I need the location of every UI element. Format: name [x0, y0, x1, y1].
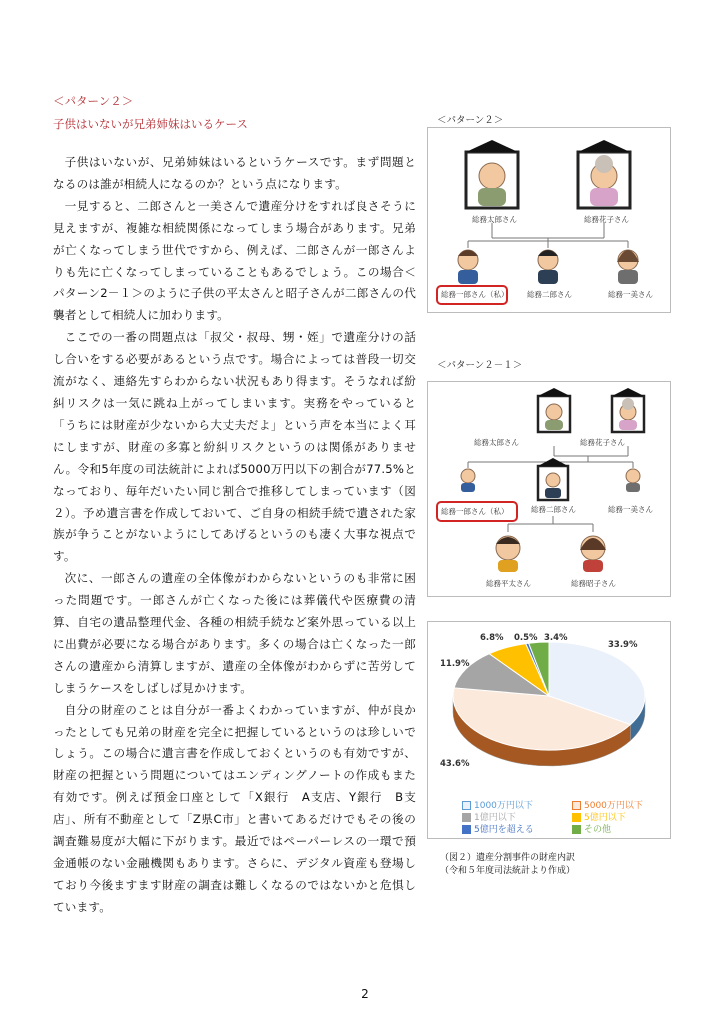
mother-portrait-icon	[578, 140, 630, 208]
jiro-name: 総務二郎さん	[531, 505, 576, 514]
father-portrait-icon	[466, 140, 518, 208]
caption-line-2: （令和５年度司法統計より作成）	[440, 866, 576, 876]
akiko-name: 総務昭子さん	[571, 579, 616, 588]
paragraph: 子供はいないが、兄弟姉妹はいるというケースです。まず問題となるのは誰が相続人になるのか？という点になります。	[53, 155, 416, 191]
figure2-label: ＜パターン２－１＞	[437, 360, 523, 371]
ichiro-icon	[458, 250, 478, 284]
section-subtitle: 子供はいないが兄弟姉妹はいるケース	[53, 117, 248, 131]
legend-swatch	[572, 825, 581, 834]
pie-value-label: 6.8%	[480, 633, 504, 643]
ichiro-name: 総務一郎さん（私）	[441, 507, 509, 516]
family-tree-1	[427, 127, 671, 313]
legend-label: 1000万円以下	[474, 801, 533, 811]
pie-chart	[427, 621, 671, 839]
caption-line-1: （図２）遺産分割事件の財産内訳	[440, 853, 576, 863]
paragraph: 一見すると、二郎さんと一美さんで遺産分けをすれば良さそうに見えますが、複雑な相続関係になってしまう場合があります。兄弟が亡くなってしまう世代ですから、例えば、二郎さんが一郎さんよりも先に亡くなってしまっていることもあるでしょう。この場合＜パターン2－１＞のように子供の平太さんと昭子さんが二郎さんの代襲者として相続人に加わります。	[53, 198, 416, 323]
legend-swatch	[462, 813, 471, 822]
figure1-label: ＜パターン２＞	[437, 115, 504, 126]
family-tree-2-graphics	[428, 382, 670, 596]
akiko-icon	[580, 536, 606, 572]
jiro-name: 総務二郎さん	[527, 290, 572, 299]
page-number: 2	[361, 987, 369, 1001]
jiro-portrait-icon	[538, 458, 568, 500]
pie-value-label: 11.9%	[440, 659, 470, 669]
father-name: 総務太郎さん	[472, 215, 517, 224]
body-text	[53, 152, 416, 919]
paragraph: ここでの一番の問題点は「叔父・叔母、甥・姪」で遺産分けの話し合いをする必要があるという点です。場合によっては普段一切交流がなく、連絡先すらわからない状況もあり得ます。そうなれば紛糾リスクは一気に跳ね上がってしまいます。実務をやっていると「うちには財産が少ないから大丈夫だよ」という声を本当によく耳にしますが、財産の多寡と紛糾リスクというのは関係がありません。令和5年度の司法統計によれば5000万円以下の割合が77.5%となっており、毎年だいたい同じ割合で推移してしまっています（図２）。予め遺言書を作成しておいて、ご自身の相続手続で遺された家族が争うことがないようにしてあげるというのも凄く大事な視点です。	[53, 330, 416, 564]
kazumi-name: 総務一美さん	[608, 290, 653, 299]
mother-name: 総務花子さん	[580, 438, 625, 447]
pie-value-label: 0.5%	[514, 633, 538, 643]
heita-name: 総務平太さん	[486, 579, 531, 588]
kazumi-name: 総務一美さん	[608, 505, 653, 514]
ichiro-name: 総務一郎さん（私）	[441, 290, 509, 299]
kazumi-icon	[626, 469, 640, 492]
paragraph: 次に、一郎さんの遺産の全体像がわからないというのも非常に困った問題です。一郎さんが亡くなった後には葬儀代や医療費の清算、自宅の遺品整理代金、各種の相続手続など案外思っている以上に出費が必要になる場合があります。多くの場合は亡くなった一郎さんの遺産から清算しますが、遺産の全体像がわからずに苦労してしまうケースをしばしば見かけます。	[53, 571, 416, 695]
family-tree-2	[427, 381, 671, 597]
legend-swatch	[572, 801, 581, 810]
pie-value-label: 3.4%	[544, 633, 568, 643]
legend-swatch	[462, 825, 471, 834]
mother-name: 総務花子さん	[584, 215, 629, 224]
legend-label: その他	[584, 825, 612, 835]
paragraph: 自分の財産のことは自分が一番よくわかっていますが、仲が良かったとしても兄弟の財産を完全に把握しているというのは珍しいでしょう。この場合に遺言書を作成しておくというのも有効ですが、財産の把握という問題についてはエンディングノートの作成もまた有効です。例えば預金口座として「X銀行 A支店、Y銀行 B支店」、所有不動産として「Z県C市」と書いてあるだけでもその後の調査難易度が大幅に下がります。最近ではペーパーレスの一環で預金通帳のない金融機関もあります。さらに、デジタル資産も登場しており今後ますます財産の調査は難しくなるのではないかと危惧しています。	[53, 702, 416, 914]
mother-portrait-icon	[612, 388, 644, 432]
pie-value-label: 43.6%	[440, 759, 470, 769]
ichiro-icon	[461, 469, 475, 492]
legend-item	[572, 822, 611, 835]
legend-label: 5000万円以下	[584, 801, 643, 811]
figure-caption	[440, 852, 575, 878]
legend-item	[462, 822, 534, 835]
pattern-heading: ＜パターン２＞	[53, 94, 134, 108]
pie-value-label: 33.9%	[608, 640, 638, 650]
jiro-icon	[538, 250, 558, 284]
father-name: 総務太郎さん	[474, 438, 519, 447]
legend-label: 1億円以下	[474, 813, 516, 823]
heita-icon	[496, 536, 520, 572]
legend-label: 5億円を超える	[474, 825, 534, 835]
legend-swatch	[462, 801, 471, 810]
kazumi-icon	[617, 250, 639, 284]
father-portrait-icon	[538, 388, 570, 432]
legend-swatch	[572, 813, 581, 822]
legend-label: 5億円以下	[584, 813, 626, 823]
